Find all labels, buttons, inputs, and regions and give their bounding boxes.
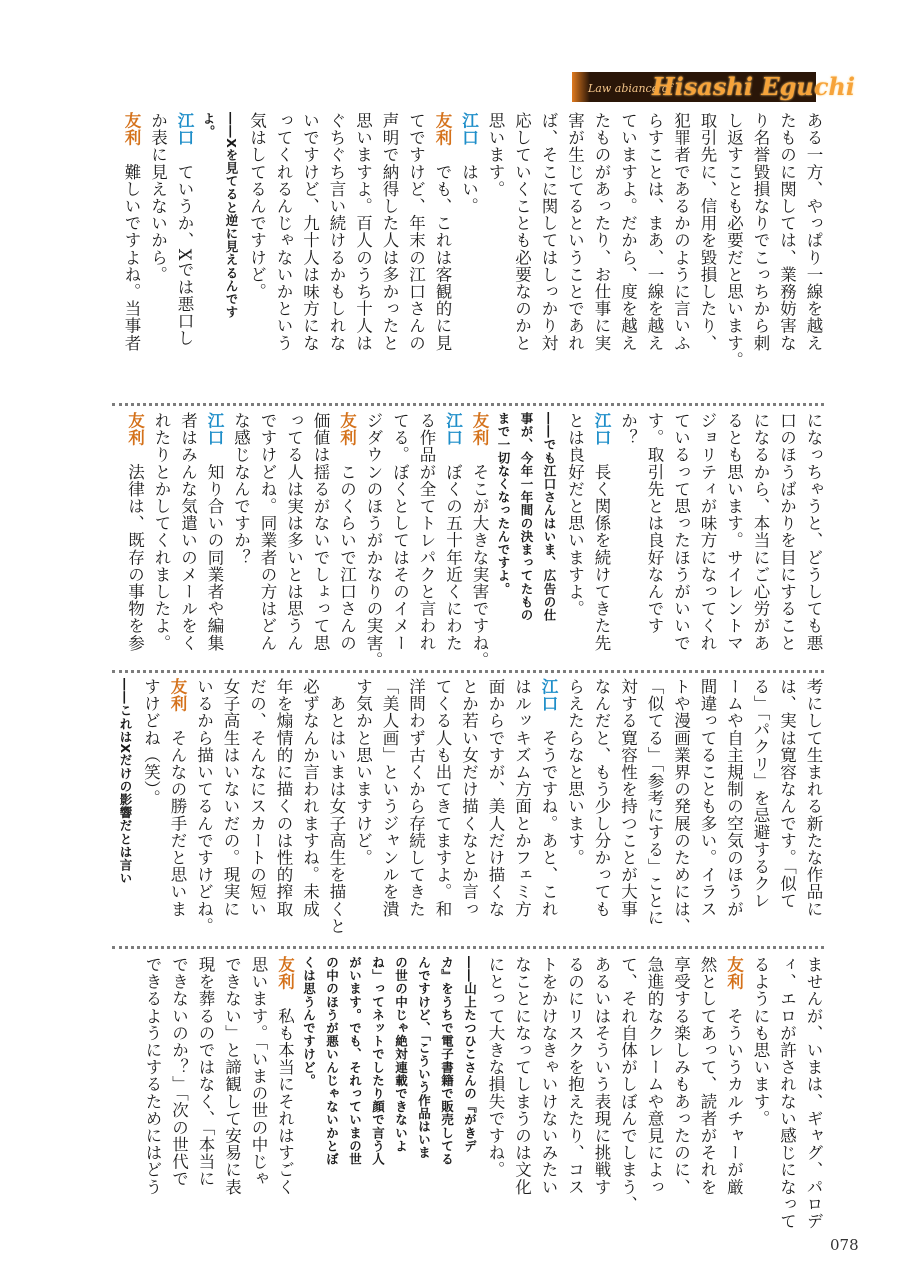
line-text: てですけど、年末の江口さんの [406, 112, 426, 352]
line-text: て、それ自体がしぼんでしまう、 [618, 956, 638, 1213]
line-text: このくらいで江口さんの [337, 463, 357, 652]
speaker-label: 友利 [125, 412, 145, 464]
line-text: あるいはそういう表現に挑戦す [592, 956, 611, 1196]
text-line [455, 112, 482, 394]
line-text: になるから、本当にご心労があ [751, 412, 770, 652]
text-line [254, 412, 281, 664]
line-text: ってくれるんじゃないかという [274, 112, 293, 352]
text-line [296, 112, 323, 394]
line-text: ジダウンのほうがかなりの実害。 [364, 412, 383, 669]
line-text: らえたらなと思います。 [565, 678, 585, 867]
interviewer-note-line [220, 112, 243, 394]
text-line [720, 412, 747, 664]
text-line [694, 112, 721, 394]
line-text: るとも思います。サイレントマ [724, 412, 744, 652]
text-line [386, 412, 413, 664]
text-line [535, 112, 562, 394]
line-text: ――山上たつひこさんの『がきデ [462, 956, 478, 1153]
line-text: る作品が全てトレパクと言われ [417, 412, 436, 652]
text-line [165, 956, 192, 1232]
text-line [439, 412, 466, 664]
line-text: 難しいですよね。当事者 [122, 163, 141, 352]
line-text: す。取引先とは良好なんです [645, 412, 664, 635]
line-text: 長く関係を続けてきた先 [592, 463, 611, 652]
line-text: ある一方、やっぱり一線を越え [804, 112, 823, 352]
line-text: てる。ぼくとしてはそのイメー [390, 412, 410, 652]
text-line [588, 956, 615, 1232]
text-line [243, 678, 270, 940]
interviewer-note-line [390, 956, 413, 1232]
text-line [641, 956, 668, 1232]
line-text: れたりとかしてくれましたよ。 [152, 412, 171, 652]
text-line [429, 678, 456, 940]
interviewer-note-line [413, 956, 436, 1232]
line-text: トや漫画業界の発展のためには、 [671, 678, 691, 935]
header-subtitle: Law abiance of [588, 82, 673, 95]
line-text: ぐちぐち言い続けるかもしれな [327, 112, 346, 352]
line-text: よ。 [201, 112, 216, 139]
text-tier-2 [112, 412, 826, 669]
interviewer-note-line [515, 412, 538, 664]
text-line [747, 112, 774, 394]
text-line [667, 956, 694, 1232]
text-line [694, 956, 721, 1232]
line-text: 犯罪者であるかのように言いふ [671, 112, 691, 352]
line-text: 者はみんな気遣いのメールをく [178, 412, 198, 652]
text-line [800, 412, 827, 664]
text-line [747, 956, 774, 1232]
text-line [466, 412, 493, 669]
text-line [139, 956, 166, 1232]
line-text: 女子高生はいないだの。現実に [221, 678, 240, 918]
line-text: 思います。 [486, 112, 505, 198]
line-text: 声明で納得した人は多かったと [380, 112, 399, 352]
line-text: 私も本当にそれはすごく [275, 1007, 295, 1196]
text-line [402, 112, 429, 394]
line-text: ぼくの五十年近くにわた [443, 463, 463, 652]
text-line [482, 956, 509, 1232]
interviewer-note-line [298, 956, 321, 1232]
line-text: るのにリスクを抱えたり、コス [565, 956, 585, 1196]
line-text: いるから描いてるんですけどね。 [194, 678, 214, 935]
text-line [614, 412, 641, 664]
text-line [588, 678, 615, 940]
text-line [148, 412, 175, 664]
dotted-separator [112, 946, 824, 949]
text-line [323, 678, 350, 940]
speaker-label: 友利 [168, 678, 187, 730]
line-text: るようにも思います。 [751, 956, 770, 1127]
line-text: なんだと、もう少し分かっても [592, 678, 611, 918]
speaker-label: 友利 [275, 956, 295, 1008]
text-line [747, 678, 774, 940]
text-line [561, 412, 588, 664]
line-text: 急進的なクレームや意見によっ [645, 956, 664, 1196]
line-text: の世の中じゃ絶対連載できないよ [393, 956, 409, 1153]
line-text: らすことは、まあ、一線を越え [645, 112, 664, 352]
line-text: できるようにするためにはどう [143, 956, 162, 1196]
text-line [227, 412, 254, 664]
text-tier-3 [112, 678, 826, 940]
text-line [773, 678, 800, 940]
text-line [217, 678, 244, 940]
line-text: できない」と諦観して安易に表 [222, 956, 242, 1196]
speaker-label: 江口 [539, 678, 558, 730]
line-text: そういうカルチャーが厳 [724, 1007, 744, 1196]
text-line [614, 112, 641, 394]
line-text: そうですね。あと、これ [539, 729, 558, 918]
text-line [192, 956, 219, 1232]
line-text: ていますよ。だから、度を越え [618, 112, 638, 352]
interviewer-note-line [436, 956, 459, 1232]
text-line [376, 112, 403, 394]
line-text: になっちゃうと、どうしても悪 [804, 412, 823, 652]
speaker-label: 江口 [175, 112, 194, 164]
text-line [720, 112, 747, 394]
line-text: 必ずなんか言われますね。未成 [300, 678, 320, 918]
interviewer-note-line [538, 412, 561, 664]
interviewer-note-line [492, 412, 515, 664]
speaker-label: 江口 [592, 412, 611, 464]
text-line [164, 678, 191, 940]
line-text: 享受する楽しみもあったのに、 [671, 956, 691, 1196]
text-line [773, 412, 800, 664]
line-text: ですけどね。同業者の方はどん [258, 412, 277, 652]
text-line [588, 412, 615, 664]
line-text: 害が生じてるということであれ [565, 112, 585, 352]
text-line [137, 678, 164, 940]
line-text: そこが大きな実害ですね。 [470, 463, 489, 669]
text-line [694, 412, 721, 664]
line-text: り名誉毀損なりでこっちから刺 [751, 112, 770, 352]
line-text: 然としてあって、読者がそれを [698, 956, 717, 1196]
line-text: とか若い女だけ描くなとか言っ [459, 678, 479, 918]
line-text: 口のほうばかりを目にすること [777, 412, 797, 652]
line-text: か？ [618, 412, 638, 447]
line-text: たものに関しては、業務妨害な [777, 112, 797, 352]
text-tier-4 [112, 956, 826, 1232]
text-line [429, 112, 456, 394]
speaker-label: 江口 [459, 112, 479, 164]
text-line [667, 678, 694, 940]
interviewer-note-line [321, 956, 344, 1232]
interviewer-note-line [459, 956, 482, 1232]
text-line [773, 112, 800, 394]
line-text: たものがあったり、お仕事に実 [592, 112, 611, 352]
line-text: ているって思ったほうがいいで [671, 412, 691, 652]
text-line [720, 956, 747, 1232]
text-line [720, 678, 747, 940]
line-text: でも、これは客観的に見 [433, 163, 452, 352]
line-text: ィ、エロが許されない感じになって [777, 956, 797, 1230]
line-text: ジョリティが味方になってくれ [698, 412, 717, 652]
header-title: Hisashi Eguchi [652, 72, 855, 101]
line-text: 気はしてるんですけど。 [247, 112, 267, 301]
line-text: はい。 [459, 163, 479, 215]
line-text: だの、そんなにスカートの短い [247, 678, 267, 918]
text-line [561, 112, 588, 394]
text-line [280, 412, 307, 664]
speaker-label: 友利 [470, 412, 489, 464]
line-text: すけどね（笑）。 [141, 678, 161, 807]
line-text: いですけど、九十人は味方にな [300, 112, 320, 352]
text-line [360, 412, 387, 669]
line-text: ば、そこに関してはしっかり対 [539, 112, 558, 352]
text-line [171, 112, 198, 394]
text-line [561, 956, 588, 1232]
text-line [641, 678, 668, 940]
text-line [270, 678, 297, 940]
line-text: ていうか、Xでは悪口し [175, 163, 194, 347]
text-line [243, 112, 270, 394]
text-line [641, 412, 668, 664]
text-line [413, 412, 440, 664]
speaker-label: 江口 [205, 412, 224, 464]
line-text: の中のほうが悪いんじゃないかとぼ [324, 956, 340, 1166]
line-text: はルッキズム方面とかフェミ方 [512, 678, 532, 918]
text-line [614, 678, 641, 940]
speaker-label: 江口 [443, 412, 463, 464]
text-line [614, 956, 641, 1232]
line-text: ってる人は実は多いとは思うん [284, 412, 304, 652]
line-text: か表に見えないから。 [148, 112, 168, 283]
text-line [800, 956, 827, 1232]
page-number: 078 [830, 1236, 859, 1254]
text-line [482, 678, 509, 940]
text-line [201, 412, 228, 664]
line-text: 考にして生まれる新たな作品に [804, 678, 823, 918]
line-text: 思いますよ。百人のうち十人は [353, 112, 373, 352]
text-line [270, 112, 297, 394]
text-line [508, 112, 535, 394]
text-line [667, 112, 694, 394]
line-text: 「美人画」というジャンルを潰 [380, 678, 399, 918]
line-text: がいます。でも、それっていまの世 [347, 956, 363, 1166]
line-text: なことになってしまうのは文化 [512, 956, 532, 1196]
text-line [508, 678, 535, 940]
text-line [218, 956, 245, 1232]
text-line [402, 678, 429, 940]
line-text: んですけど、「こういう作品はいま [416, 956, 432, 1160]
text-line [190, 678, 217, 940]
text-line [667, 412, 694, 664]
text-tier-1 [112, 112, 826, 394]
text-line [482, 112, 509, 394]
line-text: す気かと思いますけど。 [353, 678, 373, 867]
line-text: ね」ってネットでしたり顔で言う人 [370, 956, 386, 1166]
line-text: 現を葬るのではなく、「本当に [196, 956, 215, 1188]
interviewer-note-line [367, 956, 390, 1232]
line-text: そんなの勝手だと思いま [168, 729, 187, 918]
line-text: てくる人も出てきてますよ。和 [433, 678, 452, 918]
line-text: 価値は揺るがないでしょって思 [311, 412, 330, 652]
text-line [144, 112, 171, 394]
text-line [641, 112, 668, 394]
text-line [349, 678, 376, 940]
text-line [535, 956, 562, 1232]
line-text: 取引先に、信用を毀損したり、 [698, 112, 717, 352]
line-text: は、実は寛容なんです。「似て [777, 678, 797, 910]
line-text: 応していくことも必要なのかと [512, 112, 532, 352]
dotted-separator [112, 670, 824, 673]
text-line [773, 956, 800, 1232]
line-text: 洋問わず古くから存続してきた [406, 678, 426, 918]
line-text: ームや自主規制の空気のほうが [724, 678, 744, 918]
line-text: にとって大きな損失ですね。 [486, 956, 505, 1179]
line-text: できないのか？」「次の世代で [169, 956, 189, 1188]
line-text: ――でも江口さんはいま、広告の仕 [542, 412, 557, 622]
text-line [800, 678, 827, 940]
line-text: る」「パクリ」を忌避するクレ [751, 678, 770, 910]
speaker-label: 友利 [337, 412, 357, 464]
dotted-separator [112, 403, 824, 406]
text-line [800, 112, 827, 394]
line-text: ――これはXだけの影響だとは言い [118, 678, 133, 885]
line-text: 「似てる」「参考にする」ことに [645, 678, 664, 927]
line-text: トをかけなきゃいけないみたい [539, 956, 558, 1196]
text-line [307, 412, 334, 664]
line-text: あとはいまは女子高生を描くと [327, 678, 346, 935]
text-line [121, 412, 148, 664]
interviewer-note-line [344, 956, 367, 1232]
text-line [561, 678, 588, 940]
text-line [376, 678, 403, 940]
text-line [296, 678, 323, 940]
line-text: 年を煽情的に描くのは性的搾取 [274, 678, 293, 918]
line-text: 対する寛容性を持つことが大事 [618, 678, 638, 918]
text-line [271, 956, 298, 1232]
text-line [508, 956, 535, 1232]
line-text: とは良好だと思いますよ。 [565, 412, 585, 618]
line-text: まで一切なくなったんですよ。 [496, 412, 511, 596]
text-line [535, 678, 562, 940]
article-header-banner [572, 72, 855, 102]
line-text: な感じなんですか？ [231, 412, 251, 566]
line-text: ――Xを見てると逆に見えるんです [224, 112, 239, 319]
line-text: ませんが、いまは、ギャグ、パロデ [804, 956, 823, 1230]
line-text: くは思うんですけど。 [301, 956, 317, 1087]
line-text: 面からですが、美人だけ描くな [486, 678, 505, 918]
interviewer-note-line [197, 112, 220, 394]
line-text: 事が、今年一年間の決まってたもの [519, 412, 534, 622]
text-line [694, 678, 721, 940]
text-line [588, 112, 615, 394]
text-line [245, 956, 272, 1232]
speaker-label: 友利 [122, 112, 141, 164]
text-line [174, 412, 201, 664]
line-text: カ』をうちで電子書籍で販売してる [439, 956, 455, 1166]
text-line [118, 112, 145, 394]
line-text: し返すことも必要だと思います。 [724, 112, 744, 369]
text-line [455, 678, 482, 940]
line-text: 法律は、既存の事物を参 [125, 463, 145, 652]
line-text: 思います。「いまの世の中じゃ [249, 956, 268, 1188]
text-line [333, 412, 360, 664]
text-line [349, 112, 376, 394]
line-text: 間違ってることも多い。イラス [698, 678, 717, 918]
text-line [323, 112, 350, 394]
interviewer-note-line [114, 678, 137, 940]
speaker-label: 友利 [724, 956, 744, 1008]
line-text: 知り合いの同業者や編集 [205, 463, 224, 652]
text-line [747, 412, 774, 664]
speaker-label: 友利 [433, 112, 452, 164]
